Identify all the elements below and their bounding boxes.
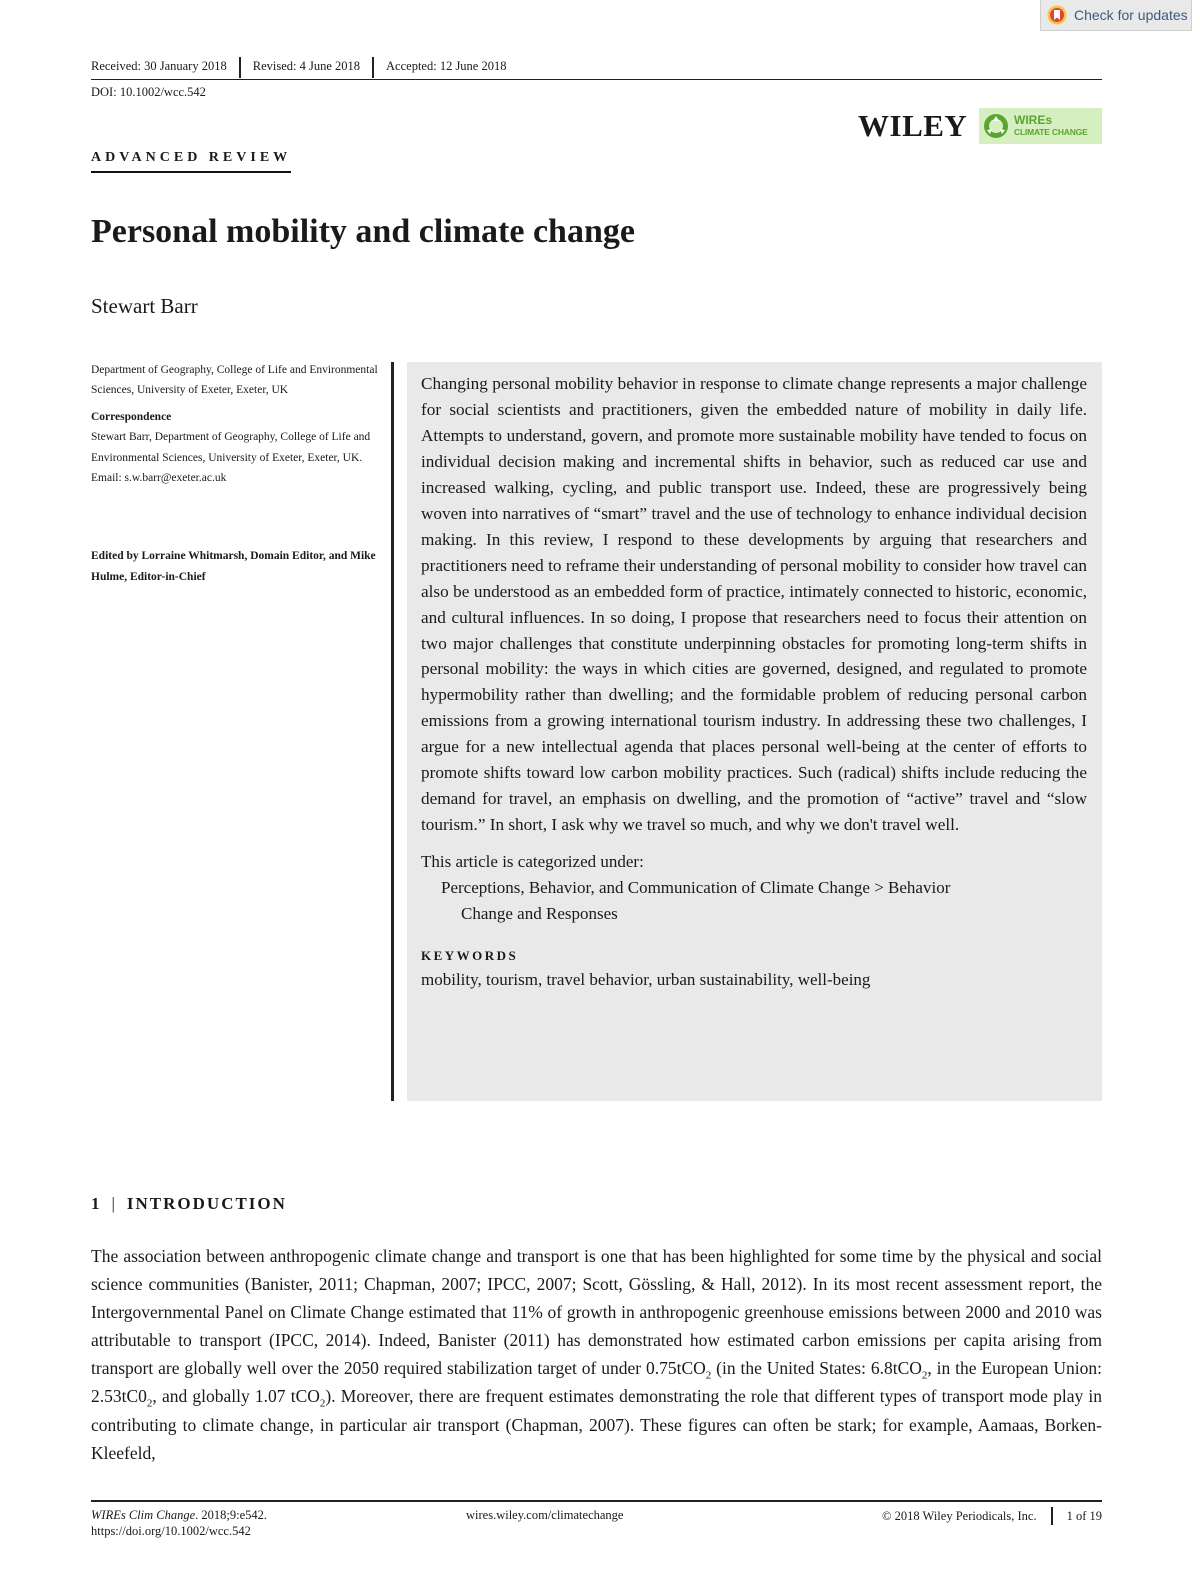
footer-citation bbox=[91, 1507, 267, 1539]
check-for-updates-button[interactable] bbox=[1040, 0, 1192, 31]
footer-journal: WIREs Clim Change bbox=[91, 1508, 196, 1522]
footer-copyright: © 2018 Wiley Periodicals, Inc. bbox=[882, 1509, 1037, 1523]
intro-text-1: The association between anthropogenic climate change and transport is one that has been highlighted for some time by the physical and social science communities (Banister, 2011; Chapman, 2007; IPCC, 2007; Scott, Gössling, & Hall, 2012). In its most recent assessment report, the Intergovernmental Panel on Climate Change estimated that 11% of growth in anthropogenic greenhouse emissions between 2000 and 2010 was attributable to transport (IPCC, 2014). Indeed, Banister (2011) has demonstrated how estimated carbon emissions per capita arising from transport are globally well over the 2050 required stabilization target of under 0.75tCO bbox=[91, 1246, 1102, 1379]
abstract-box bbox=[407, 362, 1102, 1101]
keywords: mobility, tourism, travel behavior, urban sustainability, well-being bbox=[421, 970, 871, 990]
category-line-2[interactable]: Change and Responses bbox=[461, 904, 618, 924]
subscript: 2 bbox=[921, 1369, 928, 1382]
author-name: Stewart Barr bbox=[91, 294, 198, 318]
section-number: 1 bbox=[91, 1194, 102, 1213]
check-updates-icon bbox=[1047, 5, 1067, 25]
introduction-paragraph bbox=[91, 1242, 1102, 1467]
section-title: INTRODUCTION bbox=[126, 1194, 287, 1213]
department: Department of Geography, College of Life and Environmental Sciences, University of Exeter, Exeter, UK bbox=[91, 364, 378, 397]
date-divider bbox=[372, 57, 374, 78]
correspondence-heading: Correspondence bbox=[91, 410, 172, 423]
subscript: 2 bbox=[705, 1369, 712, 1382]
intro-text-3: , in the European Union: 2.53tC0 bbox=[91, 1358, 1102, 1407]
abstract-text: Changing personal mobility behavior in response to climate change represents a major challenge for social scientists and practitioners, given the embedded nature of mobility in daily life. Attempts to understand, govern, and promote more sustainable mobility have tended to focus on individual decision making and incremental shifts in behavior, such as reduced car use and increased walking, cycling, and public transport use. Indeed, these are progressively being woven into narratives of “smart” travel and the use of technology to enhance individual decision making. In this review, I respond to these developments by arguing that researchers and practitioners need to reframe their understanding of personal mobility to consider how travel can also be understood as an embedded form of practice, intimately connected to historic, economic, and cultural influences. In so doing, I propose that researchers need to focus their attention on two major challenges that constitute underpinning obstacles for promoting long-term shifts in personal mobility: the ways in which cities are governed, designed, and regulated to promote hypermobility rather than dwelling; and the formidable problem of reducing personal carbon emissions from a growing international tourism industry. In addressing these two challenges, I argue for a new intellectual agenda that places personal well-being at the center of efforts to promote shifts toward low carbon mobility practices. Such (radical) shifts include reducing the demand for travel, an emphasis on dwelling, and the promotion of “active” travel and “slow tourism.” In short, I ask why we travel so much, and why we don't travel well. bbox=[421, 374, 1087, 835]
edited-by: Edited by Lorraine Whitmarsh, Domain Editor, and Mike Hulme, Editor-in-Chief bbox=[91, 550, 376, 583]
footer-divider bbox=[1051, 1507, 1053, 1525]
wires-wordmark: WIREs bbox=[1014, 113, 1053, 127]
recycle-icon bbox=[982, 112, 1010, 140]
section-heading bbox=[91, 1194, 287, 1214]
affiliation-column bbox=[91, 360, 381, 587]
revised-date: Revised: 4 June 2018 bbox=[252, 59, 361, 73]
keywords-heading: KEYWORDS bbox=[421, 948, 519, 964]
correspondence: Stewart Barr, Department of Geography, College of Life and Environmental Sciences, University of Exeter, Exeter, UK. bbox=[91, 431, 371, 464]
category-line-1[interactable]: Perceptions, Behavior, and Communication of Climate Change > Behavior bbox=[441, 878, 951, 898]
footer-right bbox=[882, 1507, 1102, 1525]
date-divider bbox=[239, 57, 241, 78]
wiley-logo: WILEY bbox=[858, 108, 968, 143]
footer-volume: . 2018;9:e542. bbox=[195, 1508, 268, 1522]
article-title: Personal mobility and climate change bbox=[91, 213, 635, 250]
received-date: Received: 30 January 2018 bbox=[91, 59, 227, 73]
wires-logo bbox=[979, 108, 1102, 144]
section-divider: | bbox=[111, 1194, 117, 1213]
article-dates bbox=[91, 57, 1102, 80]
intro-text-2: (in the United States: 6.8tCO bbox=[711, 1358, 922, 1379]
intro-text-5: ). Moreover, there are frequent estimates demonstrating the role that different types of transport mode play in contributing to climate change, in particular air transport (Chapman, 2007). These figures can often be stark; for example, Aamaas, Borken-Kleefeld, bbox=[91, 1386, 1102, 1463]
subscript: 2 bbox=[319, 1397, 326, 1410]
email[interactable]: Email: s.w.barr@exeter.ac.uk bbox=[91, 472, 227, 485]
footer-rule bbox=[91, 1500, 1102, 1502]
accepted-date: Accepted: 12 June 2018 bbox=[386, 59, 507, 73]
wires-subtitle: CLIMATE CHANGE bbox=[1014, 127, 1088, 137]
abstract-rule bbox=[391, 362, 394, 1101]
intro-text-4: , and globally 1.07 tCO bbox=[152, 1386, 320, 1407]
article-type: ADVANCED REVIEW bbox=[91, 150, 291, 173]
subscript: 2 bbox=[146, 1397, 153, 1410]
doi: DOI: 10.1002/wcc.542 bbox=[91, 85, 206, 99]
page-number: 1 of 19 bbox=[1066, 1509, 1102, 1523]
check-updates-label: Check for updates bbox=[1074, 7, 1188, 23]
footer-website-link[interactable]: wires.wiley.com/climatechange bbox=[466, 1508, 624, 1522]
categorized-heading: This article is categorized under: bbox=[421, 852, 644, 872]
footer-doi-link[interactable]: https://doi.org/10.1002/wcc.542 bbox=[91, 1524, 251, 1538]
